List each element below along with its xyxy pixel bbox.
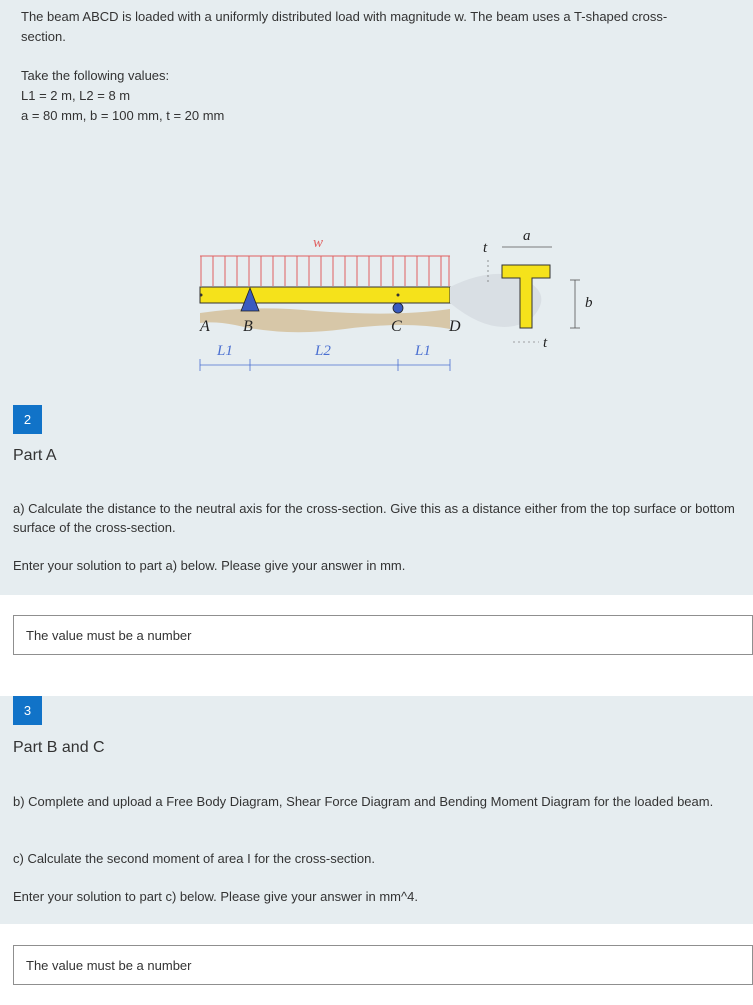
question-text-b: b) Complete and upload a Free Body Diagram, Shear Force Diagram and Bending Moment Diagram for the loaded beam. — [13, 794, 714, 809]
load-label: w — [313, 235, 324, 251]
dim-t-top-label: t — [483, 240, 488, 256]
beam-diagram — [195, 225, 615, 375]
span-l1-right-label: L1 — [415, 343, 431, 359]
roller-support-c — [393, 303, 403, 313]
question-number-badge: 3 — [13, 696, 42, 725]
question-title: Part B and C — [13, 739, 105, 756]
dim-t-web-label: t — [543, 335, 548, 351]
point-c-label: C — [391, 318, 402, 335]
dim-a-label: a — [523, 228, 531, 244]
values-heading: Take the following values: — [21, 68, 170, 83]
values-line-1: L1 = 2 m, L2 = 8 m — [21, 88, 131, 103]
question-instruction: Enter your solution to part a) below. Please give your answer in mm. — [13, 558, 406, 573]
span-dimension-line — [200, 359, 450, 371]
intro-line-1: The beam ABCD is loaded with a uniformly distributed load with magnitude w. The beam uses a T-shaped cross- — [21, 9, 668, 24]
answer-input-part-a[interactable] — [13, 615, 753, 655]
question-title: Part A — [13, 447, 57, 464]
question-2-block — [0, 400, 753, 595]
beam — [200, 287, 450, 303]
span-l2-label: L2 — [315, 343, 331, 359]
ground — [200, 308, 450, 332]
question-number-badge: 2 — [13, 405, 42, 434]
question-instruction: Enter your solution to part c) below. Please give your answer in mm^4. — [13, 889, 418, 904]
intro-line-2: section. — [21, 29, 66, 44]
point-b-label: B — [243, 318, 253, 335]
question-3-block — [0, 696, 753, 924]
distributed-load — [200, 256, 450, 286]
answer-input-part-c[interactable] — [13, 945, 753, 985]
values-line-2: a = 80 mm, b = 100 mm, t = 20 mm — [21, 108, 225, 123]
dim-b-label: b — [585, 295, 593, 311]
span-l1-left-label: L1 — [217, 343, 233, 359]
question-text-c: c) Calculate the second moment of area I for the cross-section. — [13, 851, 376, 866]
question-text-a: a) Calculate the distance to the neutral axis for the cross-section. Give this as a distance either from the top surface or bottom surface of the cross-section. — [13, 501, 735, 535]
point-d-label: D — [449, 318, 461, 335]
point-a-label: A — [200, 318, 210, 335]
problem-statement — [0, 0, 753, 400]
